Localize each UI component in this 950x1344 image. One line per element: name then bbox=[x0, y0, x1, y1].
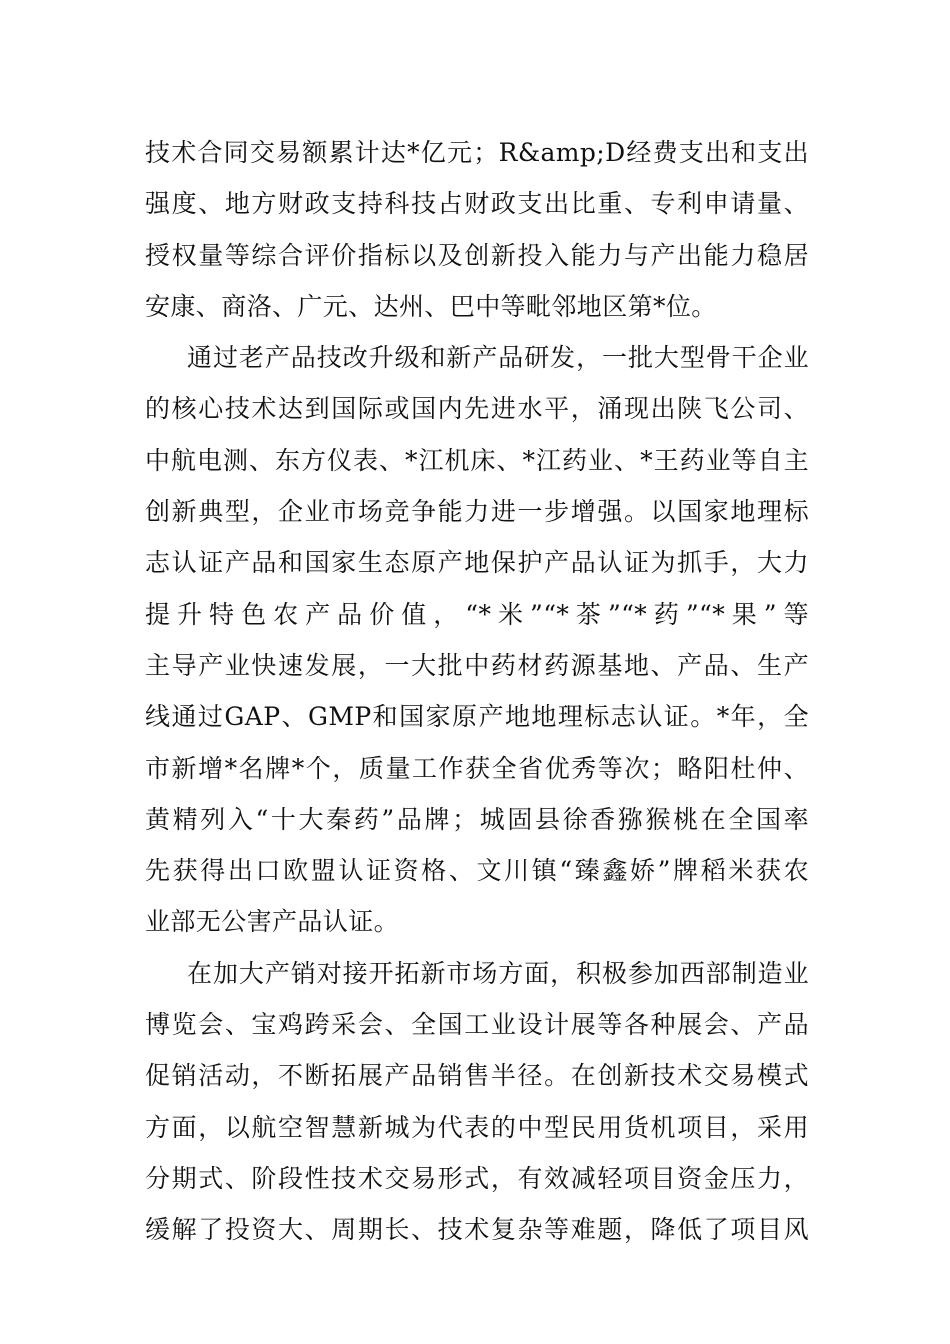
text-line: 强度、地方财政支持科技占财政支出比重、专利申请量、 bbox=[145, 189, 809, 219]
text-line: 业部无公害产品认证。 bbox=[145, 907, 400, 937]
text-line: 线通过GAP、GMP和国家原产地地理标志认证。*年，全 bbox=[145, 702, 809, 732]
text-line: 的核心技术达到国际或国内先进水平，涌现出陕飞公司、 bbox=[145, 394, 809, 424]
paragraph bbox=[145, 332, 809, 948]
text-line: 博览会、宝鸡跨采会、全国工业设计展等各种展会、产品 bbox=[145, 1010, 809, 1040]
paragraph bbox=[145, 948, 809, 1256]
text-line: 授权量等综合评价指标以及创新投入能力与产出能力稳居 bbox=[145, 240, 809, 270]
text-line: 先获得出口欧盟认证资格、文川镇“臻鑫娇”牌稻米获农 bbox=[145, 856, 809, 886]
text-line: 技术合同交易额累计达*亿元；R&amp;D经费支出和支出 bbox=[145, 138, 809, 167]
text-line: 中航电测、东方仪表、*江机床、*江药业、*王药业等自主 bbox=[145, 445, 809, 475]
text-line: 促销活动，不断拓展产品销售半径。在创新技术交易模式 bbox=[145, 1061, 809, 1091]
text-line: 方面，以航空智慧新城为代表的中型民用货机项目，采用 bbox=[145, 1112, 809, 1142]
paragraph bbox=[145, 127, 809, 332]
body-text bbox=[145, 127, 809, 1256]
text-line: 黄精列入“十大秦药”品牌；城固县徐香猕猴桃在全国率 bbox=[145, 804, 809, 834]
text-line: 安康、商洛、广元、达州、巴中等毗邻地区第*位。 bbox=[145, 291, 717, 321]
text-line: 通过老产品技改升级和新产品研发，一批大型骨干企业 bbox=[187, 343, 809, 373]
text-line: 提升特色农产品价值，“*米”“*茶”“*药”“*果”等 bbox=[145, 599, 809, 629]
text-line: 创新典型，企业市场竞争能力进一步增强。以国家地理标 bbox=[145, 497, 809, 527]
text-line: 缓解了投资大、周期长、技术复杂等难题，降低了项目风 bbox=[145, 1215, 809, 1245]
text-line: 在加大产销对接开拓新市场方面，积极参加西部制造业 bbox=[187, 958, 809, 988]
text-line: 主导产业快速发展，一大批中药材药源基地、产品、生产 bbox=[145, 650, 809, 680]
text-line: 分期式、阶段性技术交易形式，有效减轻项目资金压力， bbox=[145, 1163, 809, 1193]
text-line: 志认证产品和国家生态原产地保护产品认证为抓手，大力 bbox=[145, 548, 809, 578]
text-line: 市新增*名牌*个，质量工作获全省优秀等次；略阳杜仲、 bbox=[145, 753, 809, 783]
